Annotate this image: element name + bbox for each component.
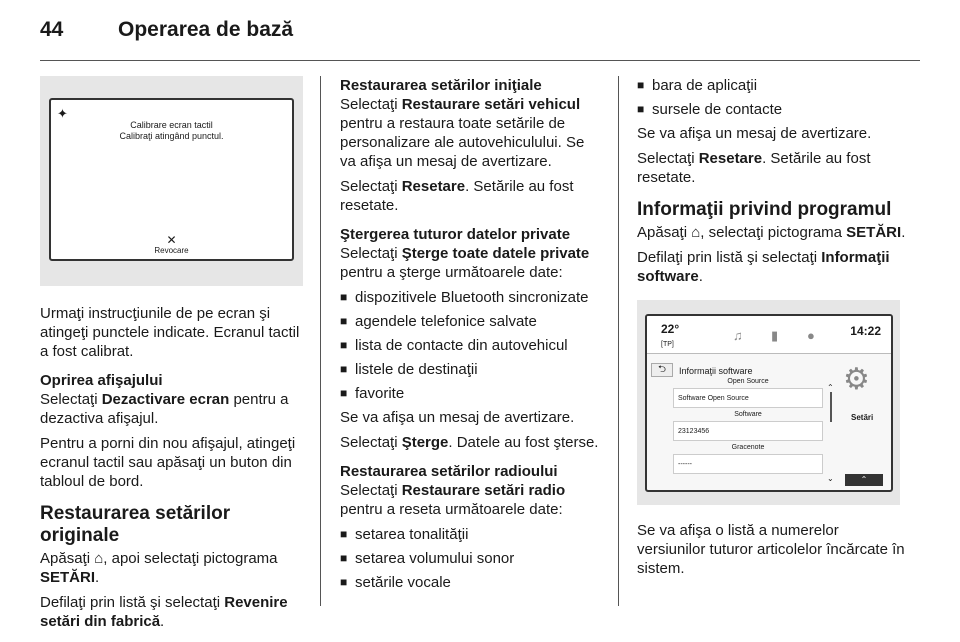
calibration-screen-figure bbox=[40, 76, 303, 286]
delete-warning-text: Se va afişa un mesaj de avertizare. bbox=[340, 409, 575, 426]
home-icon: ⌂ bbox=[94, 550, 104, 567]
temperature: 22° bbox=[661, 322, 680, 336]
section-header: Gracenote bbox=[731, 444, 765, 451]
list-item: ■ bara de aplicaţii bbox=[637, 77, 758, 94]
clock: 14:22 bbox=[850, 324, 881, 338]
radio-restore-heading: Restaurarea setărilor radioului bbox=[340, 463, 558, 480]
software-info-list bbox=[673, 376, 823, 490]
list-item: ■ dispozitivele Bluetooth sincronizate bbox=[340, 289, 589, 306]
display-off-heading: Oprirea afişajului bbox=[40, 372, 163, 389]
gear-icon[interactable]: ⚙ bbox=[843, 363, 870, 396]
list-item[interactable]: 23123456 bbox=[673, 421, 823, 441]
scroll-thumb[interactable] bbox=[830, 392, 832, 422]
music-icon: ♫ bbox=[733, 328, 743, 343]
scrollbar[interactable] bbox=[827, 378, 835, 488]
vehicle-reset-text: Selectaţi Resetare. Setările au fost resetate. bbox=[340, 178, 574, 214]
page-title: Operarea de bază bbox=[118, 18, 294, 41]
software-info-screen-figure bbox=[637, 300, 900, 505]
list-item: ■ lista de contacte din autovehicul bbox=[340, 337, 568, 354]
vehicle-restore-heading: Restaurarea setărilor iniţiale bbox=[340, 77, 542, 94]
calibration-title: Calibrare ecran tactil bbox=[130, 120, 213, 130]
close-icon: ✕ bbox=[166, 233, 177, 247]
calibration-screen bbox=[49, 98, 294, 261]
delete-confirm-text: Selectaţi Şterge. Datele au fost şterse. bbox=[340, 434, 599, 451]
delete-data-heading: Ştergerea tuturor datelor private bbox=[340, 226, 571, 243]
home-icon: ⌂ bbox=[691, 224, 701, 241]
chevron-up-button[interactable]: ⌃ bbox=[845, 474, 883, 486]
list-item: ■ listele de destinaţii bbox=[340, 361, 478, 378]
restore-heading: Restaurarea setărilor originale bbox=[40, 503, 231, 546]
software-list-text: Se va afişa o listă a numerelor versiunilor tuturor articolelor încărcate în sistem. bbox=[637, 522, 905, 577]
radio-warning-text: Se va afişa un mesaj de avertizare. bbox=[637, 125, 872, 142]
phone-icon: ▮ bbox=[771, 328, 779, 343]
display-off-text: Selectaţi Dezactivare ecran pentru a dezactiva afişajul. bbox=[40, 391, 289, 427]
header-divider bbox=[40, 60, 920, 61]
display-on-text: Pentru a porni din nou afişajul, atingeţi ecranul tactil sau apăsaţi un buton din tabloul de bord. bbox=[40, 435, 296, 490]
column-divider-2 bbox=[618, 76, 619, 606]
back-button[interactable]: ⮌ bbox=[651, 363, 673, 377]
list-item: ■ setările vocale bbox=[340, 574, 451, 591]
list-item: ■ sursele de contacte bbox=[637, 101, 783, 118]
restore-text-1: Apăsaţi ⌂, apoi selectaţi pictograma SETĂRI. bbox=[40, 550, 278, 586]
column-2 bbox=[340, 76, 603, 597]
status-bar bbox=[647, 316, 891, 354]
restore-text-2: Defilaţi prin listă şi selectaţi Revenire setări din fabrică. bbox=[40, 594, 288, 630]
page-number: 44 bbox=[40, 18, 64, 41]
list-item[interactable]: ------ bbox=[673, 454, 823, 474]
column-divider-1 bbox=[320, 76, 321, 606]
cancel-label: Revocare bbox=[154, 246, 189, 255]
list-item: ■ setarea tonalităţii bbox=[340, 526, 469, 543]
chevron-down-icon[interactable]: ⌄ bbox=[827, 474, 834, 483]
radio-reset-text: Selectaţi Resetare. Setările au fost resetate. bbox=[637, 150, 871, 186]
calibration-text: Urmaţi instrucţiunile de pe ecran şi atingeţi punctele indicate. Ecranul tactil a fost calibrat. bbox=[40, 305, 300, 360]
radio-restore-text: Selectaţi Restaurare setări radio pentru a reseta următoarele date: bbox=[340, 482, 566, 518]
software-info-screen bbox=[645, 314, 893, 492]
software-info-heading: Informaţii privind programul bbox=[637, 199, 892, 220]
list-item: ■ setarea volumului sonor bbox=[340, 550, 515, 567]
vehicle-restore-text: Selectaţi Restaurare setări vehicul pentru a restaura toate setările de personalizare ale autovehiculului. Se va afişa un mesaj de avertizare. bbox=[340, 96, 585, 170]
column-1 bbox=[40, 76, 303, 637]
list-item: ■ agendele telefonice salvate bbox=[340, 313, 537, 330]
delete-data-text: Selectaţi Şterge toate datele private pentru a şterge următoarele date: bbox=[340, 245, 590, 281]
section-header: Software bbox=[734, 411, 762, 418]
software-info-text-2: Defilaţi prin listă şi selectaţi Informaţii software. bbox=[637, 249, 890, 285]
list-item: ■ favorite bbox=[340, 385, 405, 402]
chevron-up-icon[interactable]: ⌃ bbox=[827, 383, 834, 392]
column-3 bbox=[637, 76, 907, 584]
section-header: Open Source bbox=[727, 378, 769, 385]
settings-label: Setări bbox=[851, 413, 874, 422]
traffic-program-indicator: [TP] bbox=[661, 341, 674, 348]
panel-title: Informaţii software bbox=[679, 366, 753, 376]
target-point-icon: ✦ bbox=[57, 106, 68, 121]
page-header bbox=[40, 18, 920, 62]
calibration-instruction: Calibraţi atingând punctul. bbox=[119, 131, 224, 141]
radio-icon: ● bbox=[807, 328, 815, 343]
software-info-text-1: Apăsaţi ⌂, selectaţi pictograma SETĂRI. bbox=[637, 224, 906, 241]
list-item[interactable]: Software Open Source bbox=[673, 388, 823, 408]
